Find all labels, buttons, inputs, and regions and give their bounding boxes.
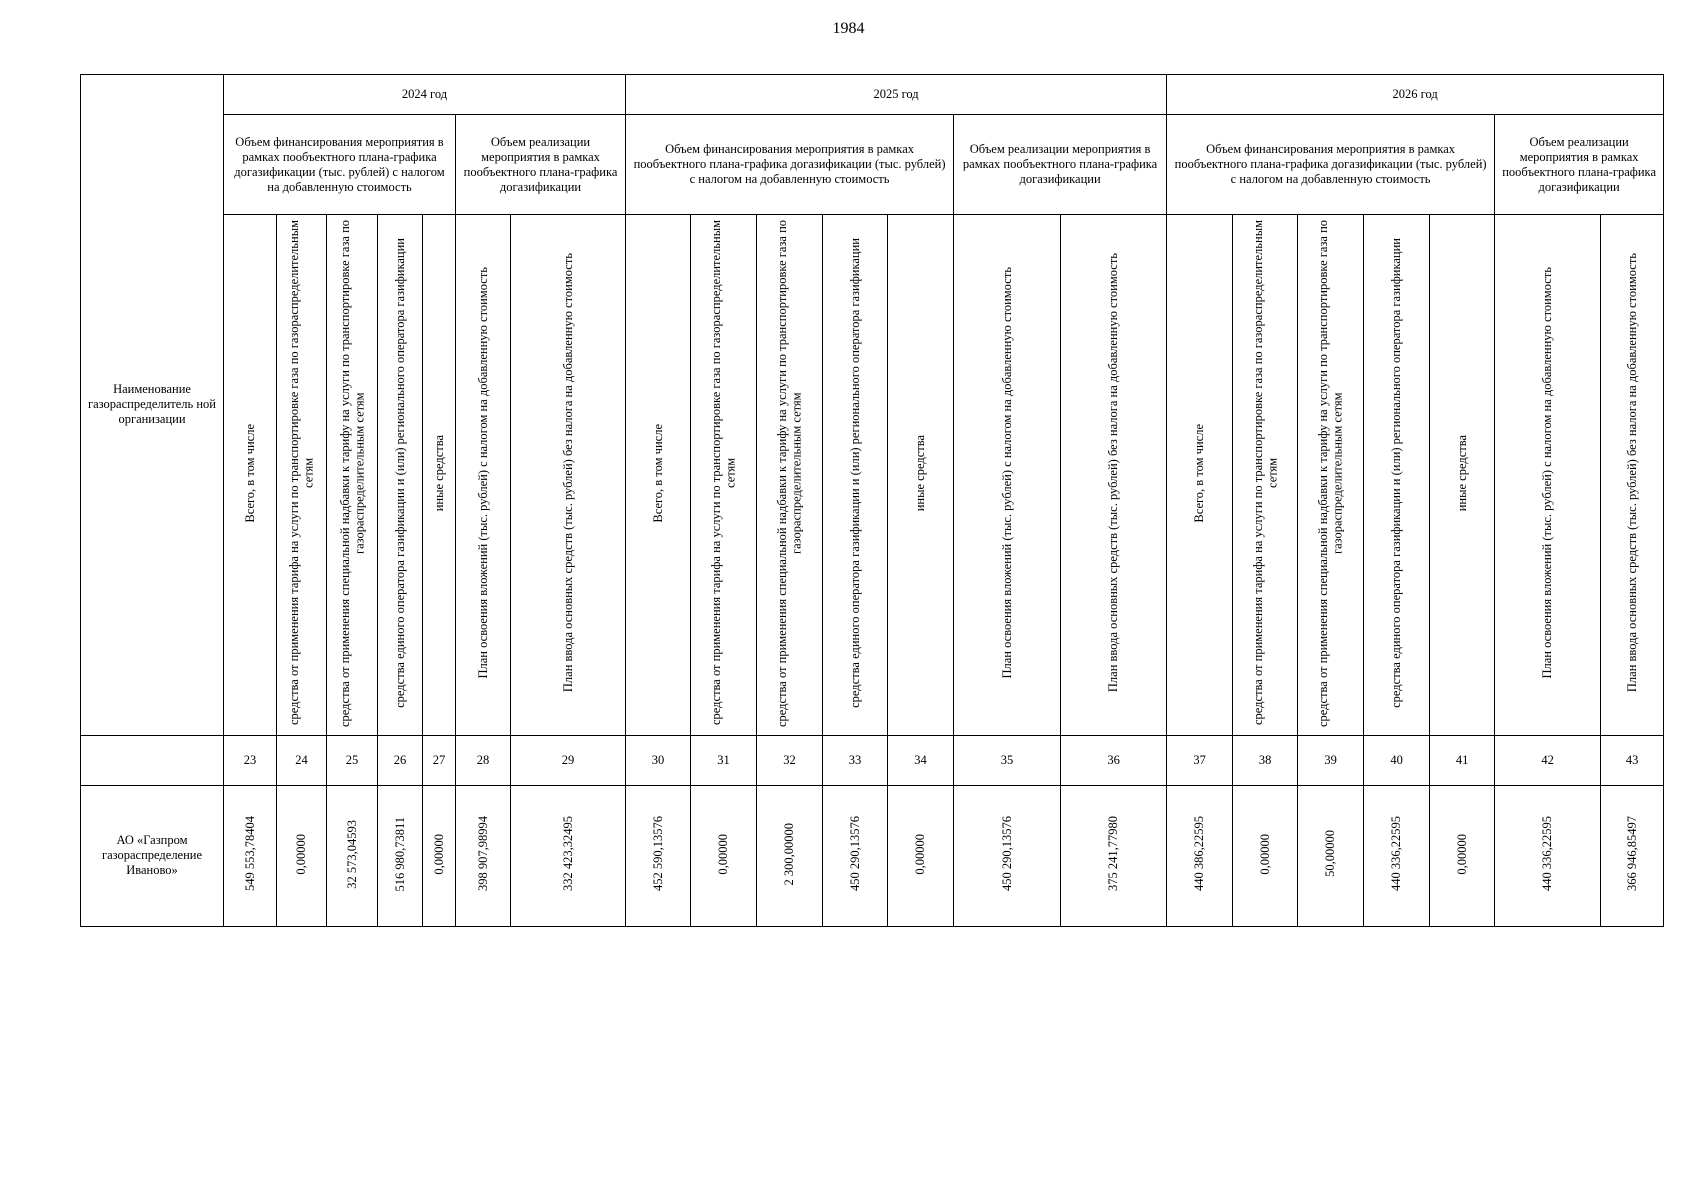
column-number: 23: [224, 735, 277, 785]
column-number: 30: [626, 735, 691, 785]
column-number: 42: [1495, 735, 1601, 785]
value-cell: 50,00000: [1298, 785, 1364, 926]
value-cell: 452 590,13576: [626, 785, 691, 926]
column-number: 38: [1233, 735, 1298, 785]
subheader-cell: План ввода основных средств (тыс. рублей) без налога на добавленную стоимость: [1061, 215, 1167, 736]
subheader-cell: средства от применения специальной надбавки к тарифу на услуги по транспортировке газа по газораспределительным сетям: [1298, 215, 1364, 736]
subheader-cell: Всего, в том числе: [224, 215, 277, 736]
value-cell: 0,00000: [277, 785, 327, 926]
year-2026-header: 2026 год: [1167, 75, 1664, 115]
subheader-cell: План освоения вложений (тыс. рублей) с налогом на добавленную стоимость: [1495, 215, 1601, 736]
year-2024-header: 2024 год: [224, 75, 626, 115]
table-row: [81, 785, 1664, 926]
value-cell: 32 573,04593: [327, 785, 378, 926]
column-number: 37: [1167, 735, 1233, 785]
column-number-row: [81, 735, 1664, 785]
column-number: [81, 735, 224, 785]
year-header-row: [81, 75, 1664, 115]
subheader-cell: иные средства: [1430, 215, 1495, 736]
column-number: 33: [823, 735, 888, 785]
value-cell: 440 336,22595: [1364, 785, 1430, 926]
subheader-cell: иные средства: [888, 215, 954, 736]
value-cell: 0,00000: [888, 785, 954, 926]
column-number: 40: [1364, 735, 1430, 785]
value-cell: 366 946,85497: [1601, 785, 1664, 926]
value-cell: 0,00000: [423, 785, 456, 926]
org-name-header: Наименование газораспределитель ной организации: [81, 75, 224, 736]
column-number: 25: [327, 735, 378, 785]
column-number: 32: [757, 735, 823, 785]
value-cell: 0,00000: [1430, 785, 1495, 926]
subheader-cell: Всего, в том числе: [1167, 215, 1233, 736]
subheader-cell: План освоения вложений (тыс. рублей) с налогом на добавленную стоимость: [954, 215, 1061, 736]
column-number: 39: [1298, 735, 1364, 785]
column-number: 43: [1601, 735, 1664, 785]
subheader-cell: средства единого оператора газификации и (или) регионального оператора газификации: [1364, 215, 1430, 736]
year-2025-header: 2025 год: [626, 75, 1167, 115]
column-number: 28: [456, 735, 511, 785]
column-number: 31: [691, 735, 757, 785]
gasification-plan-table: [80, 74, 1664, 927]
subheader-cell: средства от применения тарифа на услуги по транспортировке газа по газораспределительным сетям: [1233, 215, 1298, 736]
column-number: 26: [378, 735, 423, 785]
finance-group-2024: Объем финансирования мероприятия в рамках пообъектного плана-графика догазификации (тыс. рублей) с налогом на добавленную стоимость: [224, 115, 456, 215]
value-cell: 332 423,32495: [511, 785, 626, 926]
column-number: 27: [423, 735, 456, 785]
subheader-cell: средства от применения специальной надбавки к тарифу на услуги по транспортировке газа по газораспределительным сетям: [327, 215, 378, 736]
subheader-cell: средства единого оператора газификации и (или) регионального оператора газификации: [378, 215, 423, 736]
value-cell: 450 290,13576: [823, 785, 888, 926]
subheader-cell: Всего, в том числе: [626, 215, 691, 736]
group-header-row: [81, 115, 1664, 215]
column-number: 41: [1430, 735, 1495, 785]
value-cell: 2 300,00000: [757, 785, 823, 926]
finance-group-2025: Объем финансирования мероприятия в рамках пообъектного плана-графика догазификации (тыс. рублей) с налогом на добавленную стоимость: [626, 115, 954, 215]
value-cell: 440 386,22595: [1167, 785, 1233, 926]
subheader-cell: План освоения вложений (тыс. рублей) с налогом на добавленную стоимость: [456, 215, 511, 736]
subheader-cell: иные средства: [423, 215, 456, 736]
value-cell: 516 980,73811: [378, 785, 423, 926]
value-cell: 0,00000: [1233, 785, 1298, 926]
value-cell: 549 553,78404: [224, 785, 277, 926]
column-number: 29: [511, 735, 626, 785]
org-name-cell: АО «Газпром газораспределение Иваново»: [81, 785, 224, 926]
subheader-cell: План ввода основных средств (тыс. рублей) без налога на добавленную стоимость: [1601, 215, 1664, 736]
subheader-cell: средства единого оператора газификации и (или) регионального оператора газификации: [823, 215, 888, 736]
subheader-row: [81, 215, 1664, 736]
realization-group-2026: Объем реализации мероприятия в рамках пообъектного плана-графика догазификации: [1495, 115, 1664, 215]
value-cell: 398 907,98994: [456, 785, 511, 926]
value-cell: 375 241,77980: [1061, 785, 1167, 926]
value-cell: 0,00000: [691, 785, 757, 926]
realization-group-2024: Объем реализации мероприятия в рамках пообъектного плана-графика догазификации: [456, 115, 626, 215]
page-number: 1984: [832, 20, 865, 37]
column-number: 35: [954, 735, 1061, 785]
value-cell: 440 336,22595: [1495, 785, 1601, 926]
subheader-cell: средства от применения тарифа на услуги по транспортировке газа по газораспределительным сетям: [691, 215, 757, 736]
subheader-cell: средства от применения специальной надбавки к тарифу на услуги по транспортировке газа по газораспределительным сетям: [757, 215, 823, 736]
value-cell: 450 290,13576: [954, 785, 1061, 926]
subheader-cell: средства от применения тарифа на услуги по транспортировке газа по газораспределительным сетям: [277, 215, 327, 736]
column-number: 36: [1061, 735, 1167, 785]
finance-group-2026: Объем финансирования мероприятия в рамках пообъектного плана-графика догазификации (тыс. рублей) с налогом на добавленную стоимость: [1167, 115, 1495, 215]
column-number: 34: [888, 735, 954, 785]
subheader-cell: План ввода основных средств (тыс. рублей) без налога на добавленную стоимость: [511, 215, 626, 736]
realization-group-2025: Объем реализации мероприятия в рамках пообъектного плана-графика догазификации: [954, 115, 1167, 215]
column-number: 24: [277, 735, 327, 785]
